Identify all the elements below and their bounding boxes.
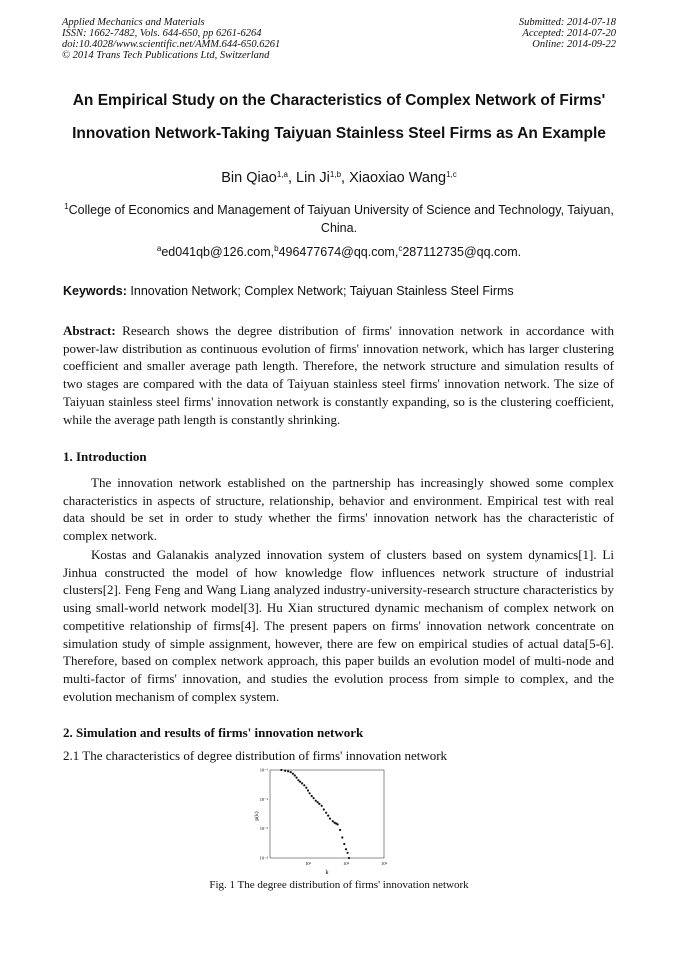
data-point — [315, 800, 317, 802]
intro-paragraph-2: Kostas and Galanakis analyzed innovation system of clusters based on system dynamics[1]. Li Jinhua constructed the model of how knowledge flow influences network structure of industrial clusters[2]. Feng Feng and Wang Liang analyzed industry-university-research structure characteristics by using small-world network model[3]. Hu Xian structured dynamic mechanism of complex network on competitive relationship of firms[4]. The present papers on firms' innovation network concentrate on simulation study of simple assignment, however, there are few on empirical studies of actual data[5-6]. Therefore, based on complex network approach, this paper builds an evolution model of multi-node and multi-factor of firms' innovation, and studies the evolution process from simple to complex, and the evolution mechanism of complex system. — [63, 547, 614, 704]
submitted-date: Submitted: 2014-07-18 — [518, 17, 616, 28]
data-point — [343, 843, 345, 845]
submission-dates — [519, 17, 616, 50]
email-mark: c — [398, 244, 403, 253]
subsection-heading: 2.1 The characteristics of degree distribution of firms' innovation network — [63, 748, 448, 763]
data-point — [329, 818, 331, 820]
affiliation-text: College of Economics and Management of Taiyuan University of Science and Technology, Taiyuan, China. — [68, 203, 614, 235]
y-tick-label: 10⁻⁴ — [259, 855, 268, 861]
intro-paragraph-1: The innovation network established on the partnership has increasingly showed some complex characteristics in aspects of structure, relationship, behavior and environment. Empirical test with real data should be set in order to study whether the firms' innovation network has the characteristic of complex network. — [63, 475, 614, 544]
data-point — [345, 848, 347, 850]
x-tick-label: 10² — [343, 861, 349, 866]
accepted-date: Accepted: 2014-07-20 — [522, 28, 616, 39]
data-point — [296, 777, 298, 779]
keywords-text: Innovation Network; Complex Network; Taiyuan Stainless Steel Firms — [130, 284, 514, 298]
abstract — [63, 322, 614, 428]
data-points — [280, 769, 350, 859]
data-point — [301, 782, 303, 784]
abstract-label: Abstract: — [63, 323, 116, 338]
author-name: Xiaoxiao Wang — [349, 170, 447, 186]
data-point — [294, 774, 296, 776]
author-list: Bin Qiao$^{1,a}$, Lin Ji$^{1,b}$, Xiaoxiao Wang$^{1,c}$ — [221, 170, 457, 186]
abstract-text: Research shows the degree distribution of firms' innovation network in accordance with power-law distribution as continuous evolution of firms' innovation network, which has larger clustering coefficient and smaller average path length. Therefore, the network structure and simulation results of two stages are compared with the data of Taiyuan stainless steel firms' innovation network. The size of Taiyuan stainless steel firms' innovation network is constantly expanding, so is the clustering coefficient, while the average path length is constantly shrinking. — [63, 323, 615, 427]
data-point — [292, 773, 294, 775]
figure-caption: Fig. 1 The degree distribution of firms' innovation network — [209, 879, 469, 891]
data-point — [337, 823, 339, 825]
data-point — [297, 779, 299, 781]
author-affiliation-mark: 1,a — [276, 170, 288, 179]
data-point — [287, 770, 289, 772]
email-mark: a — [156, 244, 162, 253]
data-point — [318, 803, 320, 805]
plot-frame — [270, 770, 384, 858]
data-point — [309, 792, 311, 794]
author-affiliation-mark: 1,c — [446, 170, 457, 179]
x-tick-label: 10³ — [381, 861, 387, 866]
data-point — [327, 815, 329, 817]
data-point — [347, 852, 349, 854]
author-name: Bin Qiao — [221, 170, 277, 186]
degree-distribution-figure — [248, 766, 390, 878]
data-point — [290, 771, 292, 773]
email-address[interactable]: 496477674@qq.com, — [278, 245, 399, 259]
paper-title-line-1: An Empirical Study on the Characteristics of Complex Network of Firms' — [72, 92, 606, 109]
data-point — [325, 812, 327, 814]
data-point — [299, 781, 301, 783]
online-date: Online: 2014-09-22 — [532, 39, 616, 50]
author-affiliation-mark: 1,b — [329, 170, 342, 179]
data-point — [317, 801, 319, 803]
affiliation — [62, 201, 616, 237]
data-point — [321, 805, 323, 807]
data-point — [341, 836, 343, 838]
email-list — [0, 245, 678, 259]
journal-info — [62, 17, 280, 61]
degree-distribution-chart — [248, 766, 390, 878]
y-tick-labels — [260, 768, 269, 861]
data-point — [305, 787, 307, 789]
email-address[interactable]: ed041qb@126.com, — [161, 245, 275, 259]
data-point — [339, 829, 341, 831]
journal-copyright: © 2014 Trans Tech Publications Ltd, Switzerland — [62, 50, 270, 61]
email-address[interactable]: 287112735@qq.com. — [402, 245, 522, 259]
x-tick-labels — [305, 861, 388, 866]
author-name: Lin Ji — [296, 170, 330, 186]
email-mark: b — [274, 244, 279, 253]
data-point — [280, 769, 282, 771]
y-tick-label: 10⁻¹ — [259, 767, 268, 773]
journal-name: Applied Mechanics and Materials — [62, 17, 205, 28]
section-heading-introduction: 1. Introduction — [63, 449, 147, 464]
keywords-label: Keywords: — [63, 284, 127, 298]
journal-doi: doi:10.4028/www.scientific.net/AMM.644-650.6261 — [62, 39, 281, 50]
x-tick-label: 10¹ — [305, 861, 311, 866]
journal-issn: ISSN: 1662-7482, Vols. 644-650, pp 6261-6264 — [62, 28, 262, 39]
affiliation-mark: 1 — [64, 202, 69, 211]
data-point — [307, 789, 309, 791]
data-point — [303, 784, 305, 786]
data-point — [323, 808, 325, 810]
data-point — [313, 797, 315, 799]
y-axis-label: p(k) — [254, 811, 260, 821]
x-axis-label: k — [325, 870, 329, 876]
y-tick-label: 10⁻³ — [259, 826, 268, 832]
data-point — [348, 857, 350, 859]
paper-title-line-2: Innovation Network-Taking Taiyuan Stainless Steel Firms as An Example — [72, 125, 606, 142]
data-point — [311, 795, 313, 797]
section-heading-simulation: 2. Simulation and results of firms' innovation network — [63, 725, 364, 740]
data-point — [284, 770, 286, 772]
keywords — [63, 284, 514, 298]
y-tick-label: 10⁻² — [259, 796, 268, 802]
data-point — [332, 820, 334, 822]
